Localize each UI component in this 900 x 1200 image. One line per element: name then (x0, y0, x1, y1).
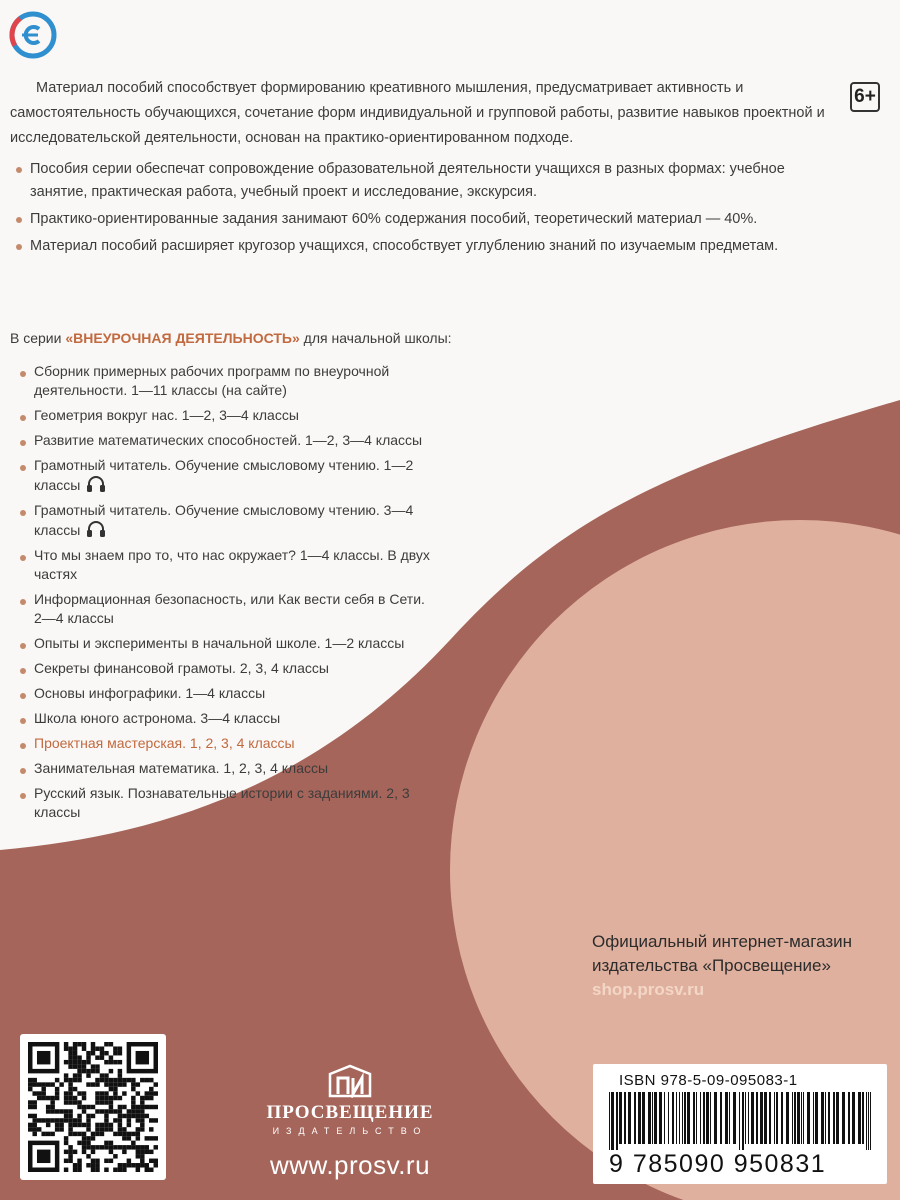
shop-info (592, 930, 892, 1002)
feature-item: Практико-ориентированные задания занимают 60% содержания пособий, теоретический материал — 40%. (10, 208, 800, 231)
series-item (14, 431, 434, 450)
series-list (14, 362, 434, 828)
series-item (14, 501, 434, 540)
series-item-label: Секреты финансовой грамоты. 2, 3, 4 классы (34, 660, 329, 676)
circle-c-logo-icon (8, 10, 58, 60)
series-item (14, 546, 434, 584)
series-item (14, 759, 434, 778)
publisher-name: ПРОСВЕЩЕНИЕ (266, 1102, 434, 1123)
publisher-block (250, 1064, 450, 1181)
series-item-label: Грамотный читатель. Обучение смысловому чтению. 3—4 классы (34, 502, 414, 538)
barcode-image (609, 1092, 873, 1150)
qr-code[interactable] (20, 1034, 166, 1180)
series-item-label: Информационная безопасность, или Как вести себя в Сети. 2—4 классы (34, 591, 425, 626)
series-item-label: Школа юного астронома. 3—4 классы (34, 710, 281, 726)
shop-line-2: издательства «Просвещение» (592, 956, 831, 975)
series-item (14, 784, 434, 822)
series-intro-prefix: В серии (10, 330, 66, 346)
series-item (14, 362, 434, 400)
series-item-label: Проектная мастерская. 1, 2, 3, 4 классы (34, 735, 295, 751)
series-intro-suffix: для начальной школы: (299, 330, 452, 346)
series-item-label: Грамотный читатель. Обучение смысловому чтению. 1—2 классы (34, 457, 414, 493)
series-item (14, 456, 434, 495)
series-item (14, 590, 434, 628)
series-item (14, 634, 434, 653)
headphones-icon (86, 475, 106, 493)
series-heading (10, 330, 452, 346)
isbn-barcode-block (593, 1064, 887, 1184)
series-item-label: Геометрия вокруг нас. 1—2, 3—4 классы (34, 407, 299, 423)
features-list (10, 158, 800, 262)
isbn-label: ISBN 978-5-09-095083-1 (619, 1072, 798, 1089)
series-item-label: Что мы знаем про то, что нас окружает? 1—4 классы. В двух частях (34, 547, 430, 582)
series-item-label: Опыты и эксперименты в начальной школе. 1—2 классы (34, 635, 405, 651)
series-item-label: Основы инфографики. 1—4 классы (34, 685, 266, 701)
series-item (14, 684, 434, 703)
feature-item: Пособия серии обеспечат сопровождение образовательной деятельности учащихся в разных формах: учебное занятие, практическая работа, учебный проект и исследование, экскурсия. (10, 158, 800, 204)
series-item (14, 406, 434, 425)
qr-code-image (28, 1042, 158, 1172)
prosveshchenie-emblem-icon (328, 1064, 372, 1098)
publisher-subtitle: ИЗДАТЕЛЬСТВО (272, 1126, 428, 1136)
series-item-label: Развитие математических способностей. 1—2, 3—4 классы (34, 432, 423, 448)
series-item (14, 709, 434, 728)
shop-url-link[interactable]: shop.prosv.ru (592, 980, 705, 999)
publisher-site-link[interactable]: www.prosv.ru (269, 1150, 431, 1180)
series-item-current (14, 734, 434, 753)
series-item-label: Русский язык. Познавательные истории с заданиями. 2, 3 классы (34, 785, 410, 820)
series-item-label: Сборник примерных рабочих программ по внеурочной деятельности. 1—11 классы (на сайте) (34, 363, 390, 398)
feature-item: Материал пособий расширяет кругозор учащихся, способствует углублению знаний по изучаемым предметам. (10, 235, 800, 258)
series-item (14, 659, 434, 678)
barcode-digits: 9 785090 950831 (609, 1150, 827, 1178)
series-item-label: Занимательная математика. 1, 2, 3, 4 классы (34, 760, 329, 776)
headphones-icon (86, 520, 106, 538)
intro-paragraph: Материал пособий способствует формированию креативного мышления, предусматривает активность и самостоятельность обучающихся, сочетание форм индивидуальной и групповой работы, развитие навыков проектной и исследовательской деятельности, основан на практико-ориентированном подходе. (10, 80, 825, 146)
series-name: «ВНЕУРОЧНАЯ ДЕЯТЕЛЬНОСТЬ» (65, 330, 300, 346)
age-rating-badge: 6+ (850, 82, 880, 112)
shop-line-1: Официальный интернет-магазин (592, 932, 853, 951)
